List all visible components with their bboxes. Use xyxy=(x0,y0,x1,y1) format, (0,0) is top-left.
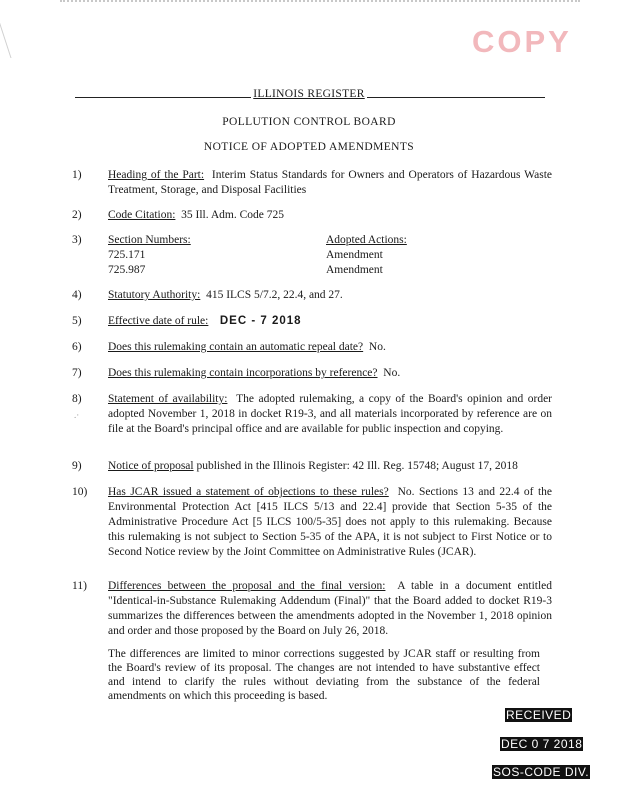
item-heading: 1) Heading of the Part: Interim Status Standards for Owners and Operators of Hazardous Waste Treatment, Storage, and Disposal Facilities xyxy=(72,169,552,196)
scan-artifact xyxy=(0,18,41,58)
item-code-citation: 2) Code Citation: 35 Ill. Adm. Code 725 xyxy=(72,209,285,221)
item-automatic-repeal: 6) Does this rulemaking contain an automatic repeal date? No. xyxy=(72,341,386,353)
item-statement-availability: 8) Statement of availability: The adopted rulemaking, a copy of the Board's opinion and order adopted November 1, 2018 in docket R19-3, and all materials incorporated by reference are on file at the Board's principal office and are available for public inspection and copying. xyxy=(72,393,553,435)
scan-artifact: .· xyxy=(74,410,80,420)
item-notice-proposal: 9) Notice of proposal published in the Illinois Register: 42 Ill. Reg. 15748; August 17, 2018 xyxy=(72,460,518,472)
section-number: 725.171 xyxy=(108,249,146,261)
adopted-action: Amendment xyxy=(326,249,383,261)
sos-code-division-stamp: SOS-CODE DIV. xyxy=(493,765,590,779)
item-statutory-authority: 4) Statutory Authority: 415 ILCS 5/7.2, 22.4, and 27. xyxy=(72,289,343,301)
item-jcar-objections: 10) Has JCAR issued a statement of objections to these rules? No. Sections 13 and 22.4 of the Environmental Protection Act [415 ILCS 5/13 and 22.4] provide that Section 5-35 of the Administrative Procedure Act [5 ILCS 100/5-35] does not apply to this rulemaking. Because this rulemaking is not subject to Section 5-35 of the APA, it is not subject to First Notice or to Second Notice review by the Joint Committee on Administrative Rules (JCAR). xyxy=(72,486,553,558)
copy-stamp: COPY xyxy=(472,24,572,59)
effective-date-stamp: DEC - 7 2018 xyxy=(219,315,302,327)
register-header: ILLINOIS REGISTER xyxy=(253,88,365,100)
item-differences: 11) Differences between the proposal and the final version: A table in a document entitled "Identical-in-Substance Rulemaking Addendum (Final)" that the Board added to docket R19-3 summarizes the differences between the amendments adopted in the November 1, 2018 opinion and order and those proposed by the Board on July 26, 2018. xyxy=(72,580,553,637)
received-stamp: RECEIVED xyxy=(506,708,572,722)
agency-title: POLLUTION CONTROL BOARD xyxy=(222,116,396,128)
notice-title: NOTICE OF ADOPTED AMENDMENTS xyxy=(203,141,415,153)
section-number: 725.987 xyxy=(108,264,146,276)
adopted-action: Amendment xyxy=(326,264,383,276)
differences-paragraph: The differences are limited to minor corrections suggested by JCAR staff or resulting from the Board's review of its proposal. The changes are not intended to have substantive effect and intend to clarify the rules without deviating from the substance of the federal amendments on which this proceeding is based. xyxy=(108,648,540,702)
scan-artifact xyxy=(60,0,580,12)
item-section-numbers: 3) Section Numbers: 725.171 725.987 Adopted Actions: Amendment Amendment xyxy=(72,233,552,279)
received-date-stamp: DEC 0 7 2018 xyxy=(501,737,583,751)
item-incorporations: 7) Does this rulemaking contain incorporations by reference? No. xyxy=(72,367,401,379)
item-effective-date: 5) Effective date of rule: DEC - 7 2018 xyxy=(72,315,302,327)
